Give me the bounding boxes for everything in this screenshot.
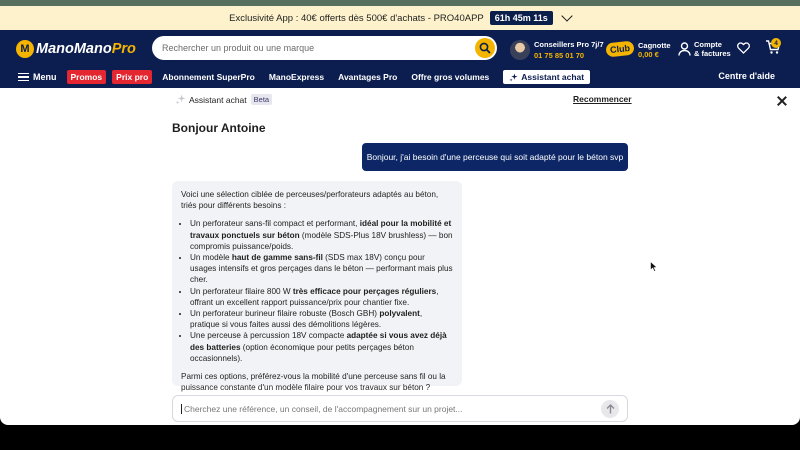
chat-input-bar [172, 395, 628, 422]
assistant-message-bubble [172, 181, 462, 393]
search-icon [479, 42, 491, 54]
promo-banner[interactable] [0, 6, 800, 30]
assistant-header [175, 94, 272, 105]
menu-label: Menu [33, 72, 57, 82]
list-item: • Un perforateur filaire 800 W très efficace pour perçages réguliers, offrant un excellent rapport puissance/prix pour chantier fixe. [190, 286, 453, 308]
nav-promos[interactable]: Promos [67, 70, 107, 84]
advisor-avatar [510, 40, 530, 60]
chat-input[interactable] [181, 404, 581, 414]
list-item: • Un modèle haut de gamme sans-fil (SDS max 18V) conçu pour usages intensifs et gros perçages dans le béton — performant mais plus cher. [190, 252, 453, 286]
account-button[interactable] [678, 40, 731, 58]
assistant-panel [0, 88, 800, 425]
logo-mark-icon: M [16, 40, 34, 58]
arrow-up-icon [606, 404, 615, 414]
cagnotte-value: 0,00 € [638, 50, 659, 59]
logo-main: ManoMano [36, 41, 112, 57]
assistant-intro: Voici une sélection ciblée de perceuses/perforateurs adaptés au béton, triés pour différents besoins : [181, 190, 439, 211]
nav-offre-gros-volumes[interactable]: Offre gros volumes [411, 72, 490, 82]
promo-countdown: 61h 45m 11s [490, 11, 553, 25]
cagnotte-label: Cagnotte [638, 41, 671, 50]
assistant-title: Assistant achat [189, 94, 247, 105]
menu-button[interactable] [18, 72, 57, 82]
cagnotte[interactable] [638, 41, 671, 59]
manomano-logo[interactable] [16, 40, 136, 58]
nav-help-center[interactable]: Centre d'aide [718, 71, 775, 81]
recommendation-list [181, 218, 453, 364]
heart-icon[interactable] [737, 42, 750, 54]
mouse-cursor-icon [650, 261, 658, 272]
promo-text: Exclusivité App : 40€ offerts dès 500€ d'achats - PRO40APP [229, 12, 484, 24]
search-bar [152, 36, 497, 60]
cart-count-badge: 4 [771, 38, 781, 48]
nav-assistant-achat[interactable] [503, 70, 590, 84]
advisor-title: Conseillers Pro 7j/7 [534, 40, 604, 49]
advisor-phone: 01 75 85 01 70 [534, 51, 585, 60]
chevron-down-icon[interactable] [561, 10, 572, 21]
nav-prix-pro[interactable]: Prix pro [112, 70, 152, 84]
sparkle-icon [509, 73, 518, 82]
search-input[interactable] [162, 43, 462, 53]
sparkle-icon [175, 94, 186, 105]
list-item: • Une perceuse à percussion 18V compacte adaptée si vous avez déjà des batteries (option économique pour petits perçages béton occasionnels). [190, 330, 453, 364]
nav-manoexpress[interactable]: ManoExpress [268, 72, 325, 82]
list-item: • Un perforateur sans-fil compact et performant, idéal pour la mobilité et travaux ponctuels sur béton (modèle SDS-Plus 18V brushless) — bon compromis puissance/poids. [190, 218, 453, 252]
advisor-contact[interactable] [510, 39, 604, 61]
search-button[interactable] [475, 38, 495, 58]
user-message-bubble: Bonjour, j'ai besoin d'une perceuse qui soit adapté pour le béton svp [362, 143, 628, 171]
nav-assistant-label: Assistant achat [521, 72, 585, 82]
close-icon[interactable] [777, 96, 787, 106]
send-button[interactable] [601, 400, 619, 418]
beta-badge: Beta [251, 94, 272, 105]
account-line2: & factures [694, 49, 731, 58]
user-icon [678, 42, 691, 56]
list-item: • Un perforateur burineur filaire robuste (Bosch GBH) polyvalent, pratique si vous faites aussi des démolitions légères. [190, 308, 453, 330]
main-nav [0, 67, 800, 87]
restart-link[interactable]: Recommencer [573, 94, 632, 104]
nav-avantages-pro[interactable]: Avantages Pro [338, 72, 398, 82]
club-badge[interactable]: Club [605, 41, 634, 58]
nav-abonnement-superpro[interactable]: Abonnement SuperPro [162, 72, 255, 82]
account-line1: Compte [694, 40, 722, 49]
greeting-heading: Bonjour Antoine [172, 121, 266, 135]
assistant-outro: Parmi ces options, préférez-vous la mobilité d'une perceuse sans fil ou la puissance constante d'un modèle filaire pour vos travaux sur béton ? [181, 372, 446, 393]
hamburger-icon [18, 73, 29, 81]
logo-suffix: Pro [111, 41, 136, 57]
site-header [0, 30, 800, 88]
